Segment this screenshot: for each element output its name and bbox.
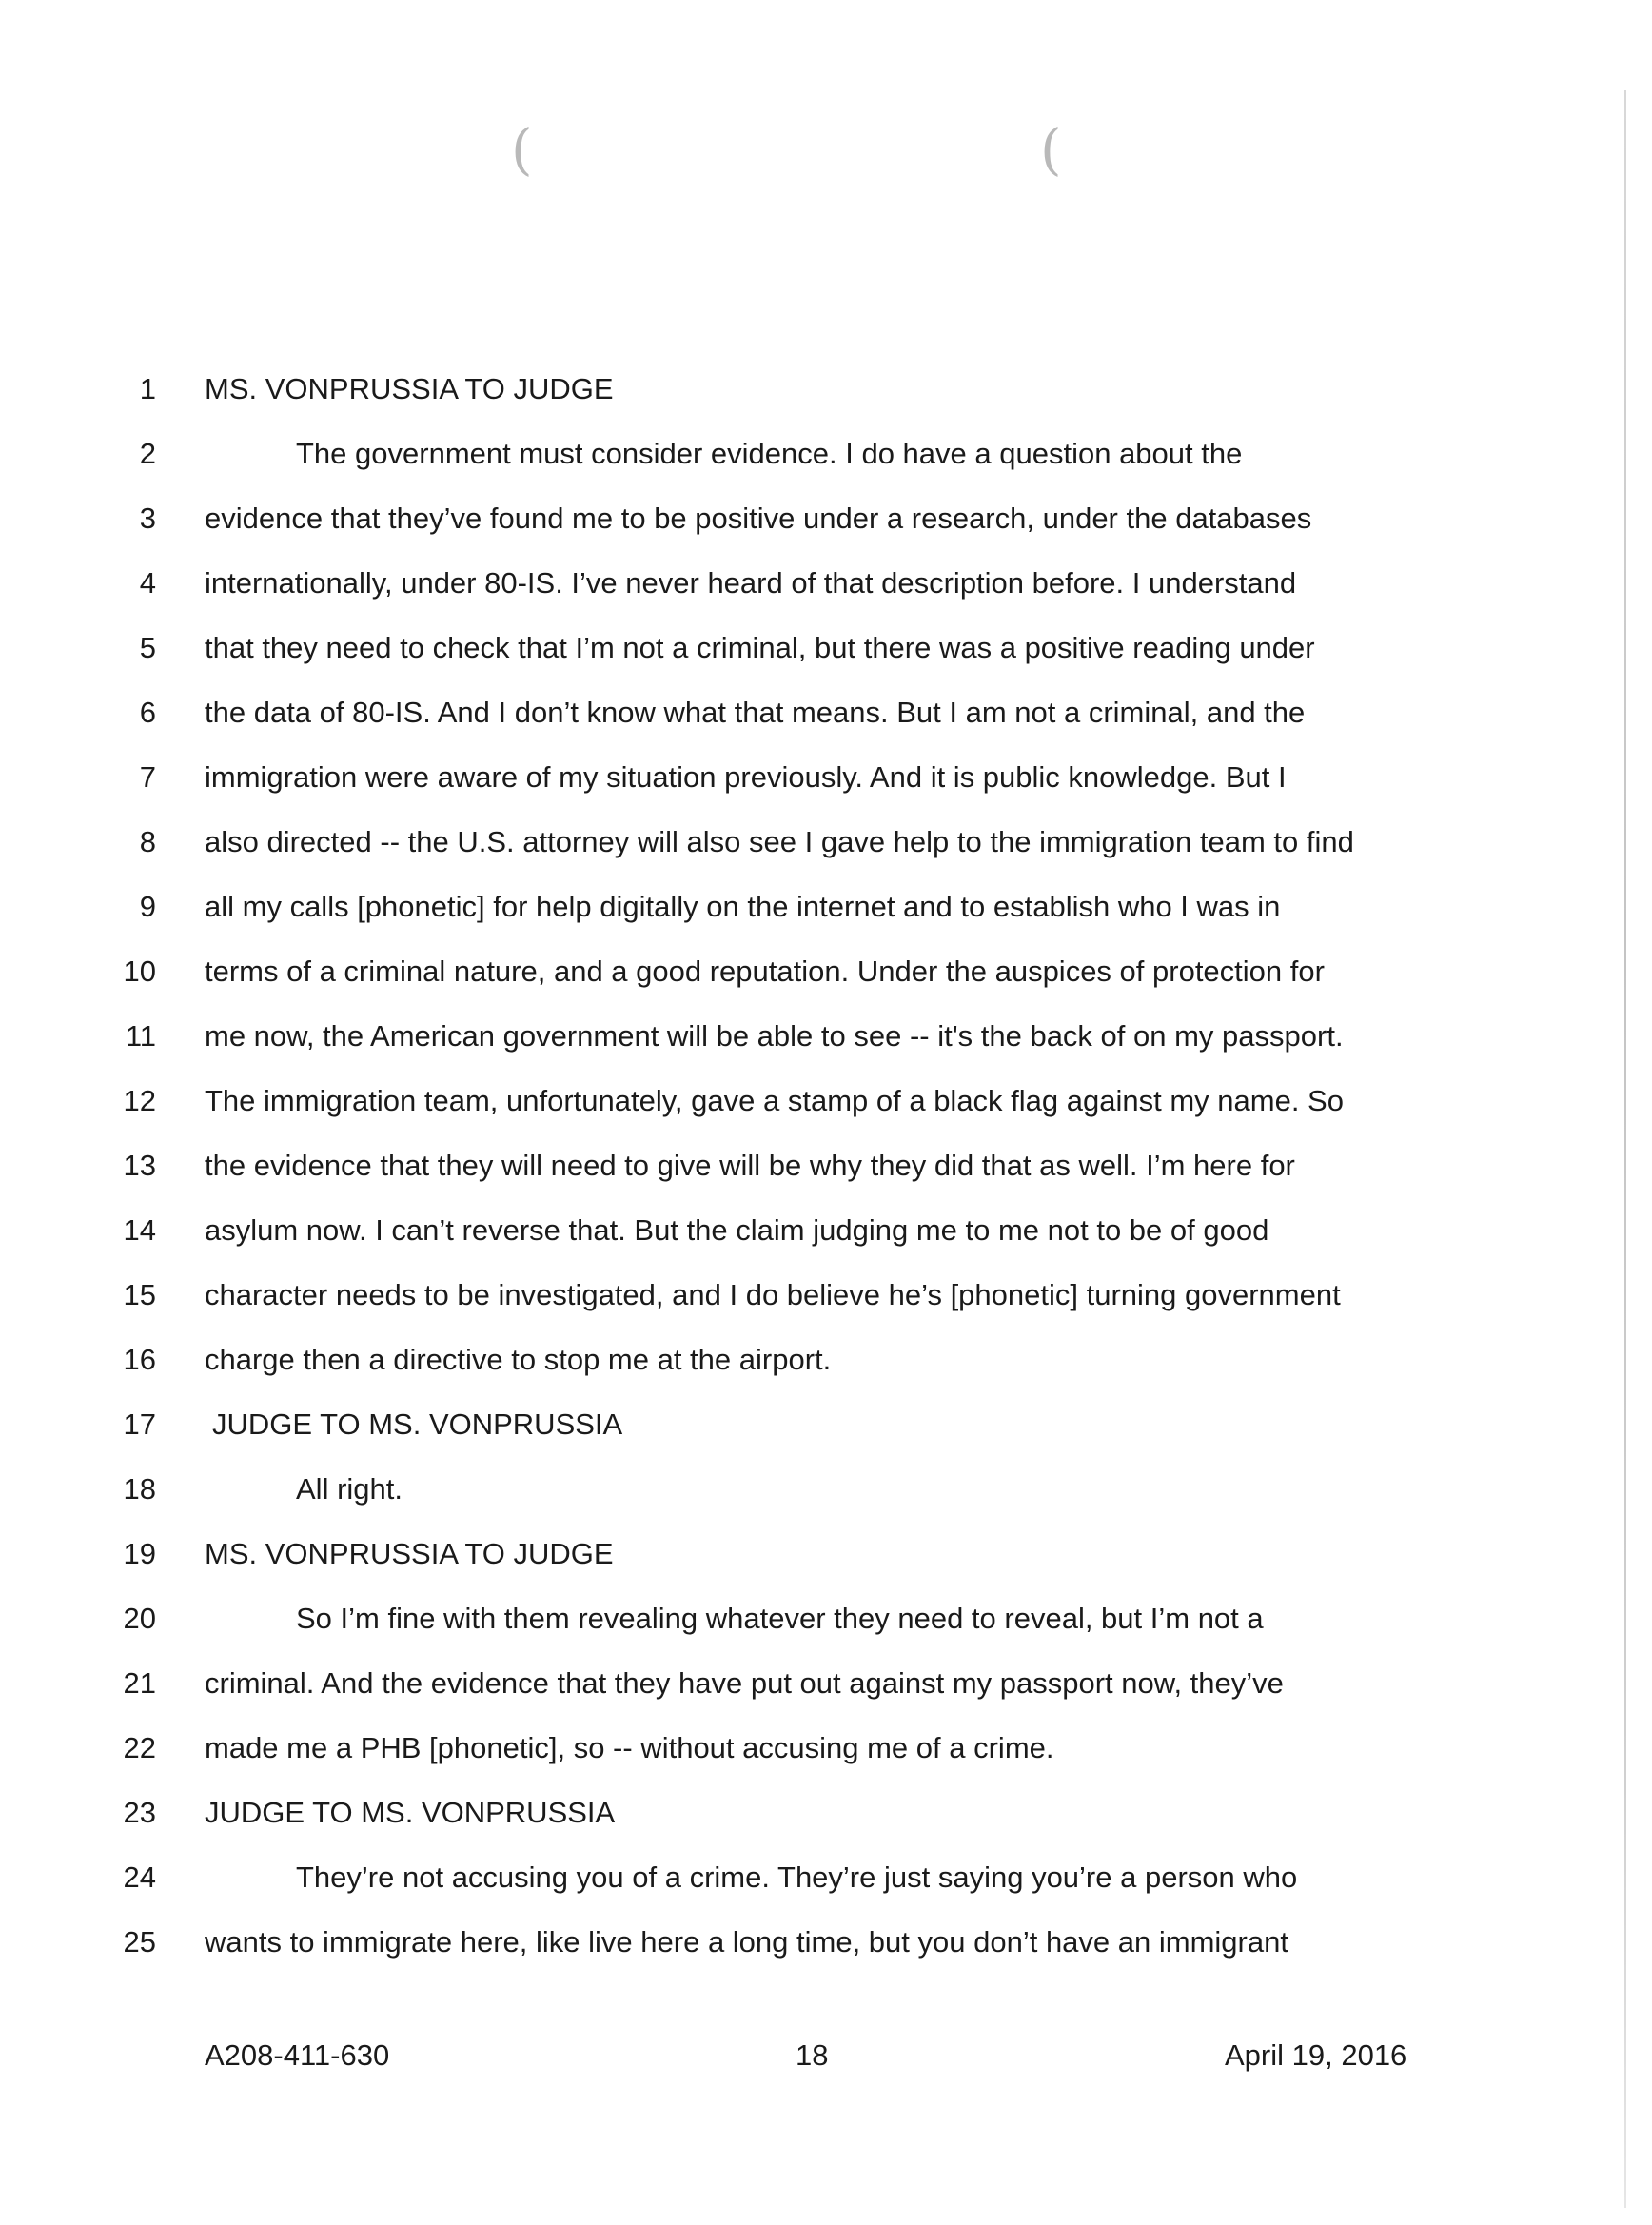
hearing-date: April 19, 2016 — [1225, 2038, 1407, 2072]
transcript-line — [0, 1586, 1652, 1651]
line-text: me now, the American government will be able to see -- it's the back of on my passport. — [205, 1019, 1344, 1053]
line-number: 24 — [123, 1861, 156, 1894]
transcript-line — [0, 1133, 1652, 1198]
transcript-line — [0, 745, 1652, 810]
transcript-line — [0, 1522, 1652, 1586]
line-number: 18 — [123, 1472, 156, 1506]
transcript-line — [0, 1845, 1652, 1910]
speaker-heading: JUDGE TO MS. VONPRUSSIA — [205, 1796, 616, 1829]
line-number: 6 — [139, 696, 156, 729]
transcript-line — [0, 551, 1652, 616]
line-number: 11 — [125, 1019, 156, 1053]
line-text: All right. — [296, 1472, 403, 1506]
line-number: 4 — [139, 566, 156, 600]
transcript-line — [0, 1069, 1652, 1133]
line-number: 22 — [123, 1731, 156, 1764]
speaker-heading: JUDGE TO MS. VONPRUSSIA — [212, 1408, 623, 1441]
line-number: 25 — [123, 1925, 156, 1959]
hole-punch-mark-left: ( — [511, 117, 533, 182]
hole-punch-mark-right: ( — [1040, 117, 1062, 182]
line-text: The immigration team, unfortunately, gave a stamp of a black flag against my name. So — [205, 1084, 1344, 1117]
transcript-line — [0, 810, 1652, 875]
transcript-line — [0, 1716, 1652, 1781]
speaker-heading: MS. VONPRUSSIA TO JUDGE — [205, 372, 614, 405]
line-number: 14 — [123, 1213, 156, 1247]
transcript-line — [0, 1328, 1652, 1392]
transcript-line — [0, 1651, 1652, 1716]
transcript-line — [0, 1457, 1652, 1522]
line-text: evidence that they’ve found me to be positive under a research, under the databases — [205, 502, 1312, 535]
line-number: 16 — [123, 1343, 156, 1376]
transcript-line — [0, 875, 1652, 939]
line-number: 19 — [123, 1537, 156, 1570]
transcript-line — [0, 616, 1652, 680]
line-number: 23 — [123, 1796, 156, 1829]
line-text: asylum now. I can’t reverse that. But the claim judging me to me not to be of good — [205, 1213, 1269, 1247]
line-number: 13 — [123, 1149, 156, 1182]
line-number: 15 — [123, 1278, 156, 1311]
line-number: 20 — [123, 1602, 156, 1635]
line-text: terms of a criminal nature, and a good reputation. Under the auspices of protection for — [205, 955, 1325, 988]
line-text: The government must consider evidence. I do have a question about the — [296, 437, 1243, 470]
page-number: 18 — [796, 2038, 829, 2072]
line-number: 3 — [139, 502, 156, 535]
transcript-line — [0, 1392, 1652, 1457]
transcript-line — [0, 1781, 1652, 1845]
line-text: also directed -- the U.S. attorney will also see I gave help to the immigration team to find — [205, 825, 1354, 858]
line-text: all my calls [phonetic] for help digitally on the internet and to establish who I was in — [205, 890, 1281, 923]
transcript-line — [0, 422, 1652, 486]
line-text: that they need to check that I’m not a criminal, but there was a positive reading under — [205, 631, 1315, 664]
case-number: A208-411-630 — [205, 2038, 390, 2072]
line-number: 1 — [139, 372, 156, 405]
transcript-line — [0, 939, 1652, 1004]
transcript-line — [0, 680, 1652, 745]
line-number: 12 — [123, 1084, 156, 1117]
line-number: 5 — [139, 631, 156, 664]
line-text: criminal. And the evidence that they have put out against my passport now, they’ve — [205, 1666, 1284, 1700]
transcript-line — [0, 357, 1652, 422]
transcript-line — [0, 1004, 1652, 1069]
line-text: made me a PHB [phonetic], so -- without accusing me of a crime. — [205, 1731, 1054, 1764]
transcript-line — [0, 1198, 1652, 1263]
line-number: 8 — [139, 825, 156, 858]
line-text: the data of 80-IS. And I don’t know what that means. But I am not a criminal, and the — [205, 696, 1306, 729]
line-number: 7 — [139, 760, 156, 794]
line-text: character needs to be investigated, and I do believe he’s [phonetic] turning government — [205, 1278, 1341, 1311]
line-number: 21 — [123, 1666, 156, 1700]
line-text: So I’m fine with them revealing whatever they need to reveal, but I’m not a — [296, 1602, 1264, 1635]
transcript-line — [0, 1263, 1652, 1328]
line-text: internationally, under 80-IS. I’ve never heard of that description before. I understand — [205, 566, 1297, 600]
line-text: the evidence that they will need to give will be why they did that as well. I’m here for — [205, 1149, 1295, 1182]
line-number: 17 — [123, 1408, 156, 1441]
line-text: They’re not accusing you of a crime. They’re just saying you’re a person who — [296, 1861, 1298, 1894]
speaker-heading: MS. VONPRUSSIA TO JUDGE — [205, 1537, 614, 1570]
transcript-line — [0, 1910, 1652, 1975]
line-text: wants to immigrate here, like live here a long time, but you don’t have an immigrant — [205, 1925, 1288, 1959]
transcript-line — [0, 486, 1652, 551]
line-number: 9 — [139, 890, 156, 923]
line-number: 10 — [123, 955, 156, 988]
line-text: charge then a directive to stop me at the airport. — [205, 1343, 832, 1376]
transcript-body — [0, 357, 1652, 1975]
line-number: 2 — [139, 437, 156, 470]
line-text: immigration were aware of my situation previously. And it is public knowledge. But I — [205, 760, 1287, 794]
